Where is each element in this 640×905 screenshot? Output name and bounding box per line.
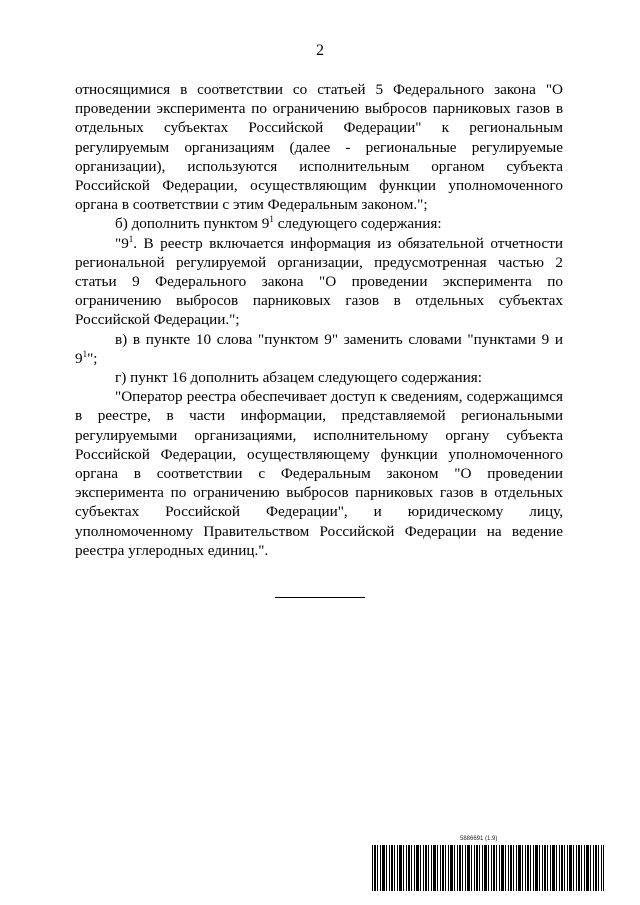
paragraph-item-v: в) в пункте 10 слова "пунктом 9" заменить словами "пунктами 9 и $9^1$"; [75, 330, 563, 367]
paragraph-continuation: относящимися в соответствии со статьей 5 Федерального закона "О проведении эксперимента по ограничению выбросов парниковых газов в отдельных субъектах Российской Федерации" к региональным регулируемым организациям (далее - региональные регулируемые организации), используются исполнительным органом субъекта Российской Федерации, осуществляющим функции уполномоченного органа в соответствии с этим Федеральным законом."; [75, 81, 563, 214]
paragraph-item-g: г) пункт 16 дополнить абзацем следующего содержания: [115, 369, 482, 387]
page-number: 2 [316, 42, 324, 59]
paragraph-point-9-1: "$9^1$. В реестр включается информация из обязательной отчетности региональной регулируемой организации, предусмотренная частью 2 статьи 9 Федерального закона "О проведении эксперимента по ограничению выбросов парниковых газов в отдельных субъектах Российской Федерации."; [75, 233, 563, 329]
document-code: 5886691 (1.9) [460, 836, 498, 842]
barcode-image [372, 845, 604, 891]
document-body [75, 80, 563, 560]
paragraph-item-b: б) дополнить пунктом $9^1$ следующего содержания: [115, 214, 442, 233]
paragraph-registry-operator: "Оператор реестра обеспечивает доступ к сведениям, содержащимся в реестре, в части информации, представляемой региональными регулируемыми организациями, исполнительному органу субъекта Российской Федерации, осуществляющему функции уполномоченного органа в соответствии с Федеральным законом "О проведении эксперимента по ограничению выбросов парниковых газов в отдельных субъектах Российской Федерации", и юридическому лицу, уполномоченному Правительством Российской Федерации на ведение реестра углеродных единиц.". [75, 388, 563, 559]
end-divider [275, 597, 365, 598]
